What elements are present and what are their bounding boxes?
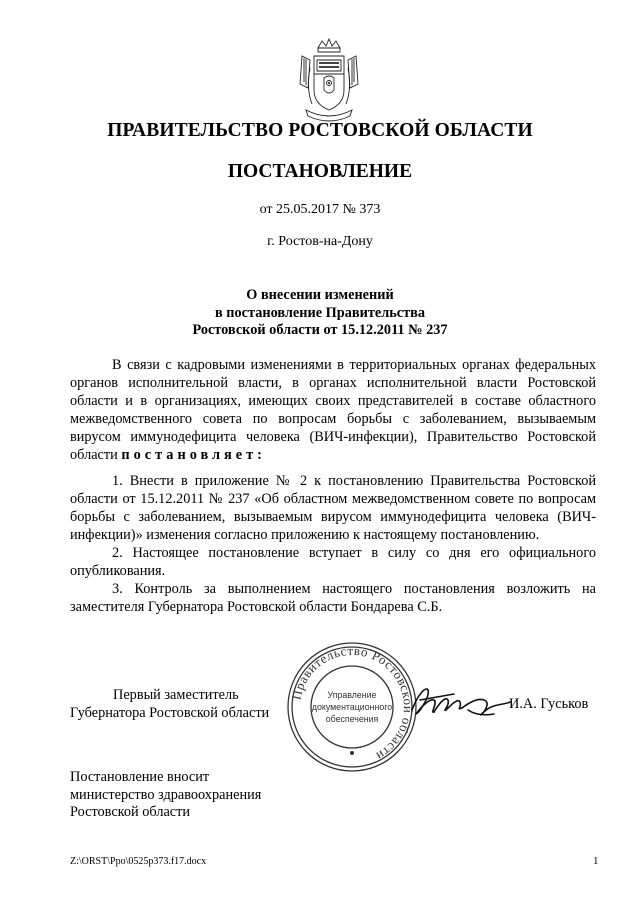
- page-number: 1: [593, 855, 599, 867]
- rostov-oblast-coat-of-arms-icon: [296, 38, 362, 124]
- signatory-position: [70, 687, 269, 722]
- document-city: г. Ростов-на-Дону: [267, 234, 373, 249]
- document-subject: [0, 287, 640, 340]
- signatory-name: И.А. Гуськов: [509, 696, 589, 712]
- submitted-by-note: [70, 769, 261, 822]
- position-line: Губернатора Ростовской области: [70, 704, 270, 721]
- subject-line: О внесении изменений: [246, 287, 394, 303]
- seal-center-line: Управление: [327, 690, 377, 700]
- subject-line: в постановление Правительства: [214, 304, 426, 321]
- decree-word: постановляет:: [121, 447, 266, 463]
- official-seal-stamp: [285, 640, 419, 774]
- resolution-item: 1. Внести в приложение № 2 к постановлению Правительства Ростовской области от 15.12.2011 № 237 «Об областном межведомственном совете по вопросам борьбы с заболеванием, вызываемым вирусом иммунодефицита человека (ВИЧ-инфекции)» изменения согласно приложению к настоящему постановлению.: [70, 473, 596, 543]
- resolution-item: 3. Контроль за выполнением настоящего постановления возложить на заместителя Губернатора Ростовской области Бондарева С.Б.: [70, 581, 596, 615]
- preamble-text: В связи с кадровыми изменениями в территориальных органах федеральных органов исполнительной власти, в органах исполнительной власти Ростовской области и в организациях, имеющих своих представителей в составе областного межведомственного совета по вопросам борьбы с заболеванием, вызываемым вирусом иммунодефицита человека (ВИЧ-инфекции), Правительство Ростовской области: [70, 357, 596, 463]
- note-line: Постановление вносит: [70, 769, 210, 785]
- handwritten-signature-icon: [408, 680, 512, 724]
- seal-center-line: обеспечения: [325, 714, 379, 724]
- subject-line: Ростовской области от 15.12.2011 № 237: [192, 322, 448, 338]
- document-date-number: от 25.05.2017 № 373: [259, 202, 381, 217]
- file-path: Z:\ORST\Ppo\0525p373.f17.docx: [70, 856, 207, 867]
- organization-title: ПРАВИТЕЛЬСТВО РОСТОВСКОЙ ОБЛАСТИ: [107, 120, 533, 141]
- note-line: Ростовской области: [70, 804, 191, 820]
- position-line: Первый заместитель: [113, 687, 239, 703]
- seal-ring-text: Правительство Ростовской области: [288, 642, 417, 765]
- resolution-item: 2. Настоящее постановление вступает в силу со дня его официального опубликования.: [70, 545, 596, 579]
- preamble-paragraph: [70, 356, 596, 464]
- seal-center-line: документационного: [311, 702, 393, 712]
- resolution-items: [70, 472, 596, 616]
- note-line: министерство здравоохранения: [70, 786, 262, 803]
- document-type: ПОСТАНОВЛЕНИЕ: [227, 161, 413, 182]
